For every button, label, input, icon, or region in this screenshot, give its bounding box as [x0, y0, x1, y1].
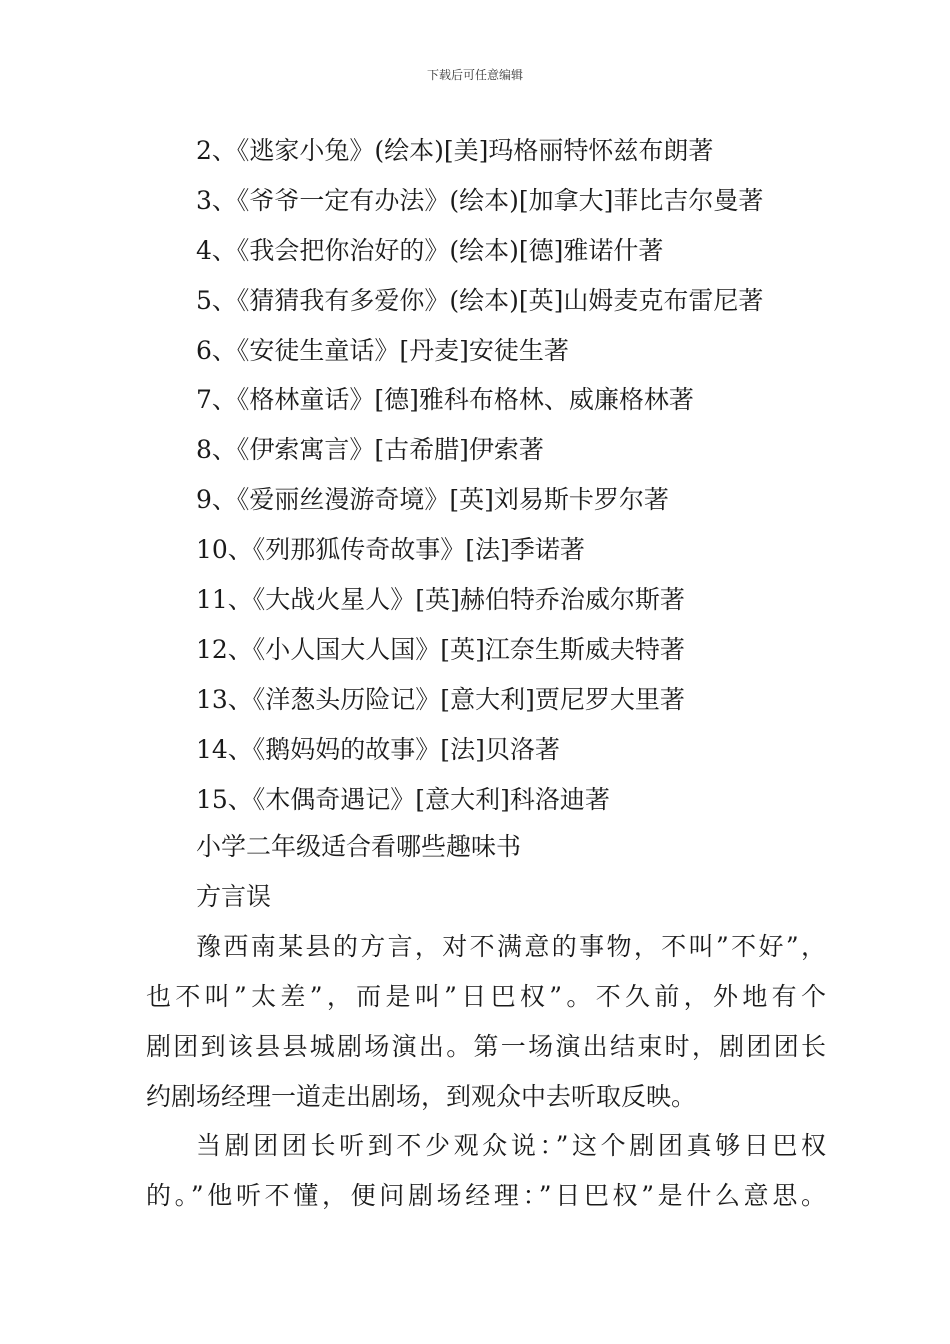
story-paragraph-1: [146, 922, 826, 1122]
list-item: 3、《爷爷一定有办法》(绘本)[加拿大]菲比吉尔曼著: [196, 185, 764, 215]
section-subheading: 小学二年级适合看哪些趣味书: [196, 832, 522, 861]
list-item: 10、《列那狐传奇故事》[法]季诺著: [196, 535, 585, 565]
list-item: 14、《鹅妈妈的故事》[法]贝洛著: [196, 734, 560, 764]
book-list: [196, 126, 763, 824]
list-item: 8、《伊索寓言》[古希腊]伊索著: [196, 435, 544, 465]
header-note: 下载后可任意编辑: [426, 68, 523, 82]
list-item: 2、《逃家小兔》(绘本)[美]玛格丽特怀兹布朗著: [196, 136, 714, 165]
list-item: 4、《我会把你治好的》(绘本)[德]雅诺什著: [196, 235, 664, 265]
list-item: 12、《小人国大人国》[英]江奈生斯威夫特著: [196, 634, 685, 664]
list-item: 13、《洋葱头历险记》[意大利]贾尼罗大里著: [196, 684, 685, 714]
list-item: 6、《安徒生童话》[丹麦]安徒生著: [196, 335, 569, 365]
paragraph-line: 剧团到该县县城剧场演出。第一场演出结束时，剧团团长: [146, 1032, 826, 1061]
list-item: 7、《格林童话》[德]雅科布格林、威廉格林著: [196, 385, 694, 415]
story-title: 方言误: [196, 882, 272, 911]
paragraph-line: 的。”他听不懂，便问剧场经理：”日巴权”是什么意思。: [146, 1181, 826, 1210]
paragraph-line: 约剧场经理一道走出剧场，到观众中去听取反映。: [146, 1082, 697, 1111]
paragraph-line: 当剧团团长听到不少观众说：”这个剧团真够日巴权: [196, 1131, 826, 1160]
paragraph-line: 豫西南某县的方言，对不满意的事物，不叫”不好”，: [196, 932, 826, 961]
paragraph-line: 也不叫”太差”，而是叫”日巴权”。不久前，外地有个: [146, 982, 826, 1011]
list-item: 15、《木偶奇遇记》[意大利]科洛迪著: [196, 784, 610, 814]
list-item: 5、《猜猜我有多爱你》(绘本)[英]山姆麦克布雷尼著: [196, 285, 764, 315]
story-paragraph-2: [146, 1121, 826, 1221]
list-item: 9、《爱丽丝漫游奇境》[英]刘易斯卡罗尔著: [196, 485, 669, 515]
list-item: 11、《大战火星人》[英]赫伯特乔治威尔斯著: [196, 585, 685, 615]
